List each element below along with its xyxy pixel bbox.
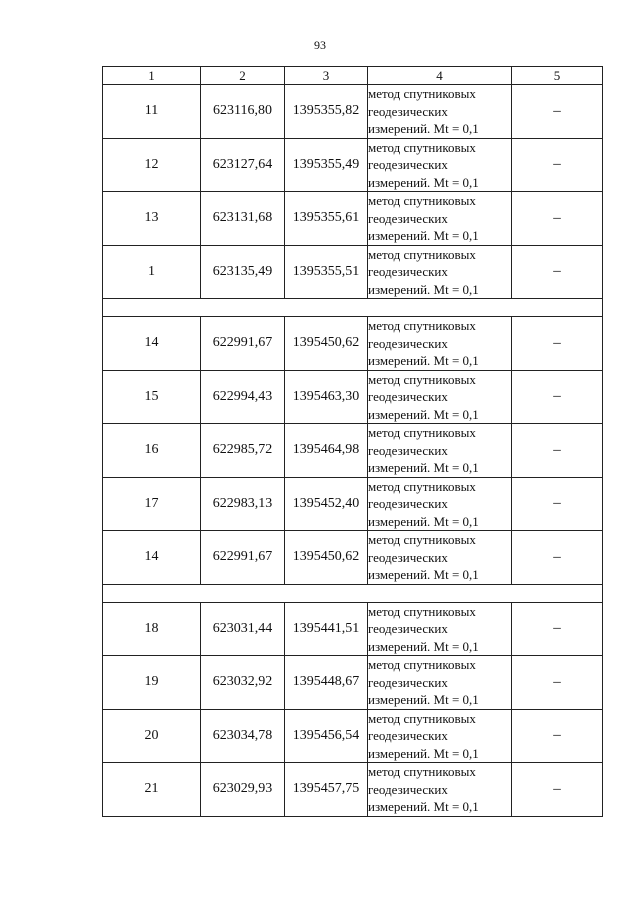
dash-cell: –	[512, 709, 603, 763]
method-line: измерений. Mt = 0,1	[368, 692, 479, 707]
method-cell	[368, 477, 512, 531]
method-line: геодезических	[368, 157, 448, 172]
method-line: метод спутниковых	[368, 193, 476, 208]
table-row	[103, 709, 603, 763]
coordinate-x-cell: 623116,80	[201, 85, 285, 139]
method-line: геодезических	[368, 621, 448, 636]
method-cell	[368, 602, 512, 656]
dash-cell: –	[512, 138, 603, 192]
coordinate-y-cell: 1395448,67	[285, 656, 368, 710]
coordinate-x-cell: 622983,13	[201, 477, 285, 531]
method-line: геодезических	[368, 389, 448, 404]
header-col-5: 5	[512, 67, 603, 85]
method-line: измерений. Mt = 0,1	[368, 567, 479, 582]
method-line: геодезических	[368, 103, 448, 119]
method-line: геодезических	[368, 210, 448, 226]
method-line: метод спутниковых	[368, 764, 476, 779]
coordinate-y-cell: 1395457,75	[285, 763, 368, 817]
separator-cell	[103, 584, 603, 602]
method-line: метод спутниковых	[368, 532, 476, 547]
point-number-cell: 13	[103, 192, 201, 246]
method-line: измерений. Mt = 0,1	[368, 281, 479, 297]
point-number-cell: 20	[103, 709, 201, 763]
method-cell	[368, 192, 512, 246]
method-line: геодезических	[368, 781, 448, 797]
coordinate-y-cell: 1395355,61	[285, 192, 368, 246]
method-line: метод спутниковых	[368, 86, 476, 101]
point-number-cell: 14	[103, 317, 201, 371]
method-line: метод спутниковых	[368, 425, 476, 440]
method-line: геодезических	[368, 549, 448, 565]
coordinate-y-cell: 1395452,40	[285, 477, 368, 531]
method-cell	[368, 656, 512, 710]
table-row	[103, 317, 603, 371]
table-row	[103, 477, 603, 531]
method-line: метод спутниковых	[368, 139, 476, 155]
method-line: метод спутниковых	[368, 603, 476, 619]
header-col-1: 1	[103, 67, 201, 85]
method-line: измерений. Mt = 0,1	[368, 353, 479, 368]
dash-cell: –	[512, 317, 603, 371]
coordinate-y-cell: 1395463,30	[285, 370, 368, 424]
method-cell	[368, 85, 512, 139]
coordinate-y-cell: 1395450,62	[285, 531, 368, 585]
header-col-2: 2	[201, 67, 285, 85]
method-cell	[368, 531, 512, 585]
dash-cell: –	[512, 370, 603, 424]
table-row	[103, 245, 603, 299]
coordinate-y-cell: 1395441,51	[285, 602, 368, 656]
coordinate-x-cell: 623135,49	[201, 245, 285, 299]
method-line: метод спутниковых	[368, 246, 476, 262]
point-number-cell: 12	[103, 138, 201, 192]
method-line: геодезических	[368, 335, 448, 351]
method-cell	[368, 424, 512, 478]
coordinate-x-cell: 622994,43	[201, 370, 285, 424]
method-line: метод спутниковых	[368, 710, 476, 726]
method-line: метод спутниковых	[368, 318, 476, 333]
coordinate-x-cell: 623127,64	[201, 138, 285, 192]
point-number-cell: 18	[103, 602, 201, 656]
table-row	[103, 602, 603, 656]
table-row	[103, 763, 603, 817]
coordinate-y-cell: 1395450,62	[285, 317, 368, 371]
table-row	[103, 192, 603, 246]
method-cell	[368, 138, 512, 192]
dash-cell: –	[512, 245, 603, 299]
method-cell	[368, 317, 512, 371]
method-line: измерений. Mt = 0,1	[368, 513, 479, 529]
coordinate-y-cell: 1395464,98	[285, 424, 368, 478]
dash-cell: –	[512, 602, 603, 656]
coordinate-y-cell: 1395355,82	[285, 85, 368, 139]
table-row	[103, 424, 603, 478]
header-col-3: 3	[285, 67, 368, 85]
separator-cell	[103, 299, 603, 317]
method-cell	[368, 245, 512, 299]
coordinate-x-cell: 623032,92	[201, 656, 285, 710]
method-line: метод спутниковых	[368, 478, 476, 494]
page-number: 93	[314, 38, 326, 52]
dash-cell: –	[512, 531, 603, 585]
point-number-cell: 17	[103, 477, 201, 531]
method-line: измерений. Mt = 0,1	[368, 406, 479, 422]
method-line: измерений. Mt = 0,1	[368, 799, 479, 814]
method-line: метод спутниковых	[368, 371, 476, 387]
coordinate-y-cell: 1395355,51	[285, 245, 368, 299]
coordinate-y-cell: 1395355,49	[285, 138, 368, 192]
method-line: измерений. Mt = 0,1	[368, 745, 479, 761]
table-row	[103, 85, 603, 139]
method-cell	[368, 370, 512, 424]
point-number-cell: 15	[103, 370, 201, 424]
method-cell	[368, 763, 512, 817]
method-line: геодезических	[368, 264, 448, 279]
header-col-4: 4	[368, 67, 512, 85]
method-cell	[368, 709, 512, 763]
method-line: геодезических	[368, 496, 448, 511]
point-number-cell: 16	[103, 424, 201, 478]
method-line: геодезических	[368, 728, 448, 743]
method-line: геодезических	[368, 442, 448, 458]
dash-cell: –	[512, 656, 603, 710]
dash-cell: –	[512, 85, 603, 139]
point-number-cell: 11	[103, 85, 201, 139]
method-line: измерений. Mt = 0,1	[368, 121, 479, 136]
coordinate-x-cell: 622991,67	[201, 531, 285, 585]
coordinate-x-cell: 623131,68	[201, 192, 285, 246]
method-line: измерений. Mt = 0,1	[368, 174, 479, 190]
dash-cell: –	[512, 424, 603, 478]
method-line: измерений. Mt = 0,1	[368, 638, 479, 654]
table-row	[103, 370, 603, 424]
coordinate-x-cell: 622991,67	[201, 317, 285, 371]
method-line: измерений. Mt = 0,1	[368, 228, 479, 243]
coordinate-y-cell: 1395456,54	[285, 709, 368, 763]
point-number-cell: 1	[103, 245, 201, 299]
dash-cell: –	[512, 477, 603, 531]
method-line: геодезических	[368, 674, 448, 690]
point-number-cell: 14	[103, 531, 201, 585]
point-number-cell: 21	[103, 763, 201, 817]
table-row	[103, 138, 603, 192]
dash-cell: –	[512, 192, 603, 246]
point-number-cell: 19	[103, 656, 201, 710]
method-line: метод спутниковых	[368, 657, 476, 672]
header-row	[103, 67, 603, 85]
coordinate-x-cell: 623034,78	[201, 709, 285, 763]
coordinate-x-cell: 622985,72	[201, 424, 285, 478]
separator-row	[103, 584, 603, 602]
method-line: измерений. Mt = 0,1	[368, 460, 479, 475]
table-row	[103, 531, 603, 585]
coordinate-x-cell: 623029,93	[201, 763, 285, 817]
coordinate-x-cell: 623031,44	[201, 602, 285, 656]
table-row	[103, 656, 603, 710]
dash-cell: –	[512, 763, 603, 817]
separator-row	[103, 299, 603, 317]
coordinates-table	[102, 66, 603, 817]
